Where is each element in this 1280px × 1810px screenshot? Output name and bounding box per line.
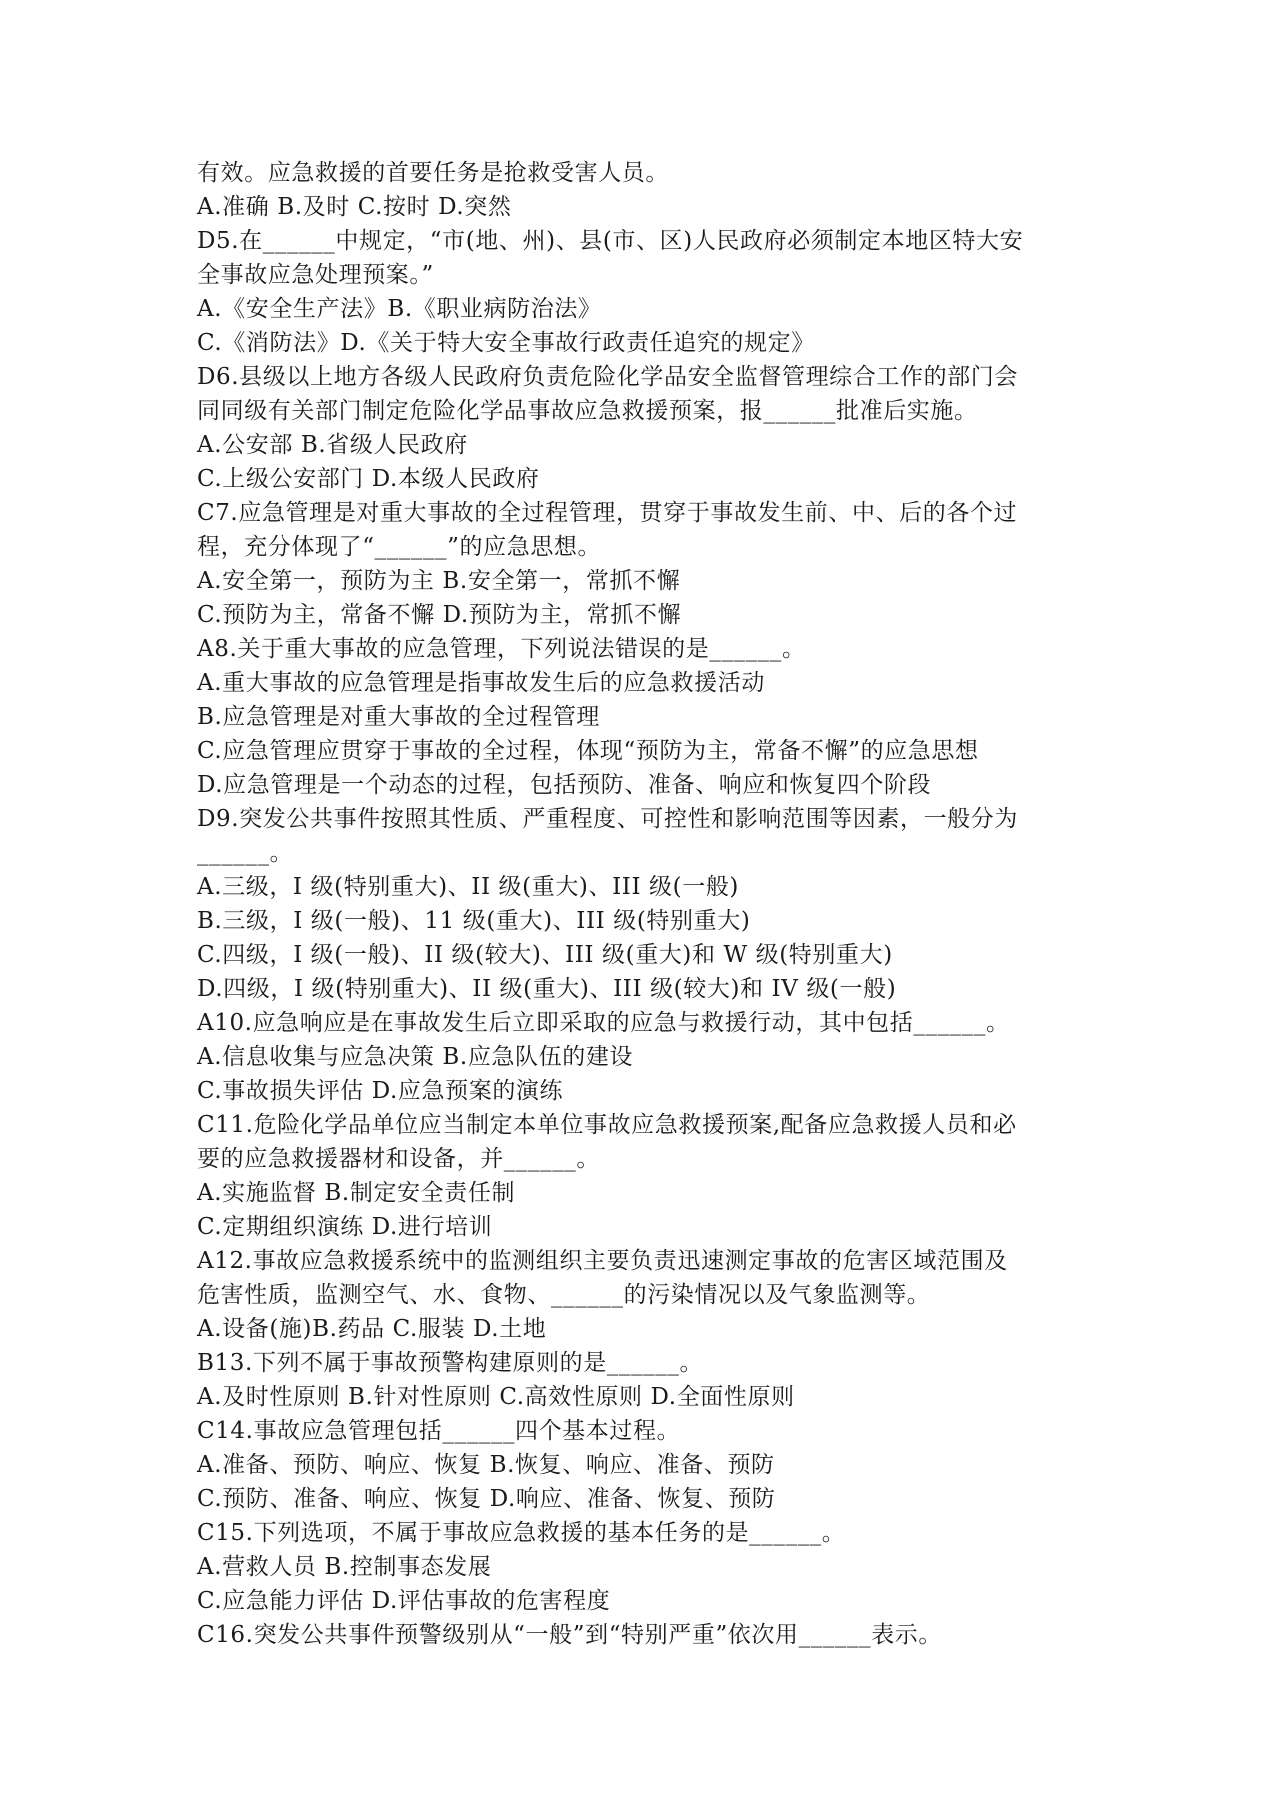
text-line: A12.事故应急救援系统中的监测组织主要负责迅速测定事故的危害区域范围及 [197, 1248, 1008, 1274]
text-line: B.应急管理是对重大事故的全过程管理 [197, 704, 601, 730]
text-line: 要的应急救援器材和设备，并______。 [197, 1146, 600, 1172]
text-line: 全事故应急处理预案。” [197, 262, 434, 288]
text-line: A.安全第一，预防为主 B.安全第一，常抓不懈 [197, 568, 681, 594]
text-line: A.《安全生产法》B.《职业病防治法》 [197, 296, 602, 322]
text-line: A.公安部 B.省级人民政府 [197, 432, 468, 458]
text-line: A.营救人员 B.控制事态发展 [197, 1554, 492, 1580]
text-line: C.定期组织演练 D.进行培训 [197, 1214, 493, 1240]
text-line: D.四级，I 级(特别重大)、II 级(重大)、III 级(较大)和 IV 级(一般) [197, 976, 897, 1002]
text-line: C15.下列选项，不属于事故应急救援的基本任务的是______。 [197, 1520, 846, 1546]
text-line: B13.下列不属于事故预警构建原则的是______。 [197, 1350, 704, 1376]
text-line: C.上级公安部门 D.本级人民政府 [197, 466, 540, 492]
text-line: A.准确 B.及时 C.按时 D.突然 [197, 194, 512, 220]
text-line: C.《消防法》D.《关于特大安全事故行政责任追究的规定》 [197, 330, 815, 356]
text-line: A.准备、预防、响应、恢复 B.恢复、响应、准备、预防 [197, 1452, 775, 1478]
text-line: B.三级，I 级(一般)、11 级(重大)、III 级(特别重大) [197, 908, 751, 934]
text-line: D6.县级以上地方各级人民政府负责危险化学品安全监督管理综合工作的部门会 [197, 364, 1018, 390]
text-line: C.四级，I 级(一般)、II 级(较大)、III 级(重大)和 W 级(特别重大) [197, 942, 893, 968]
text-line: A.信息收集与应急决策 B.应急队伍的建设 [197, 1044, 634, 1070]
text-line: D.应急管理是一个动态的过程，包括预防、准备、响应和恢复四个阶段 [197, 772, 932, 798]
text-line: A.重大事故的应急管理是指事故发生后的应急救援活动 [197, 670, 765, 696]
text-line: C7.应急管理是对重大事故的全过程管理，贯穿于事故发生前、中、后的各个过 [197, 500, 1018, 526]
text-line: C11.危险化学品单位应当制定本单位事故应急救援预案,配备应急救援人员和必 [197, 1112, 1017, 1138]
text-line: A.及时性原则 B.针对性原则 C.高效性原则 D.全面性原则 [197, 1384, 795, 1410]
text-line: D9.突发公共事件按照其性质、严重程度、可控性和影响范围等因素，一般分为 [197, 806, 1018, 832]
document-body [197, 156, 1097, 1652]
text-line: A.设备(施)B.药品 C.服装 D.土地 [197, 1316, 547, 1342]
text-line: 程，充分体现了“______”的应急思想。 [197, 534, 602, 560]
text-line: C.预防、准备、响应、恢复 D.响应、准备、恢复、预防 [197, 1486, 776, 1512]
text-line: A8.关于重大事故的应急管理，下列说法错误的是______。 [197, 636, 806, 662]
text-line: A.实施监督 B.制定安全责任制 [197, 1180, 516, 1206]
text-line: D5.在______中规定，“市(地、州)、县(市、区)人民政府必须制定本地区特大安 [197, 228, 1024, 254]
text-line: C.预防为主，常备不懈 D.预防为主，常抓不懈 [197, 602, 682, 628]
text-line: C.应急管理应贯穿于事故的全过程，体现“预防为主，常备不懈”的应急思想 [197, 738, 979, 764]
text-line: C.应急能力评估 D.评估事故的危害程度 [197, 1588, 611, 1614]
text-line: A.三级，I 级(特别重大)、II 级(重大)、III 级(一般) [197, 874, 740, 900]
text-line: C16.突发公共事件预警级别从“一般”到“特别严重”依次用______表示。 [197, 1622, 943, 1648]
text-line: ______。 [197, 840, 294, 866]
text-line: C.事故损失评估 D.应急预案的演练 [197, 1078, 564, 1104]
text-line: 危害性质，监测空气、水、食物、______的污染情况以及气象监测等。 [197, 1282, 931, 1308]
text-line: 有效。应急救援的首要任务是抢救受害人员。 [197, 160, 669, 186]
text-line: C14.事故应急管理包括______四个基本过程。 [197, 1418, 681, 1444]
text-line: A10.应急响应是在事故发生后立即采取的应急与救援行动，其中包括______。 [197, 1010, 1010, 1036]
text-line: 同同级有关部门制定危险化学品事故应急救援预案，报______批准后实施。 [197, 398, 978, 424]
